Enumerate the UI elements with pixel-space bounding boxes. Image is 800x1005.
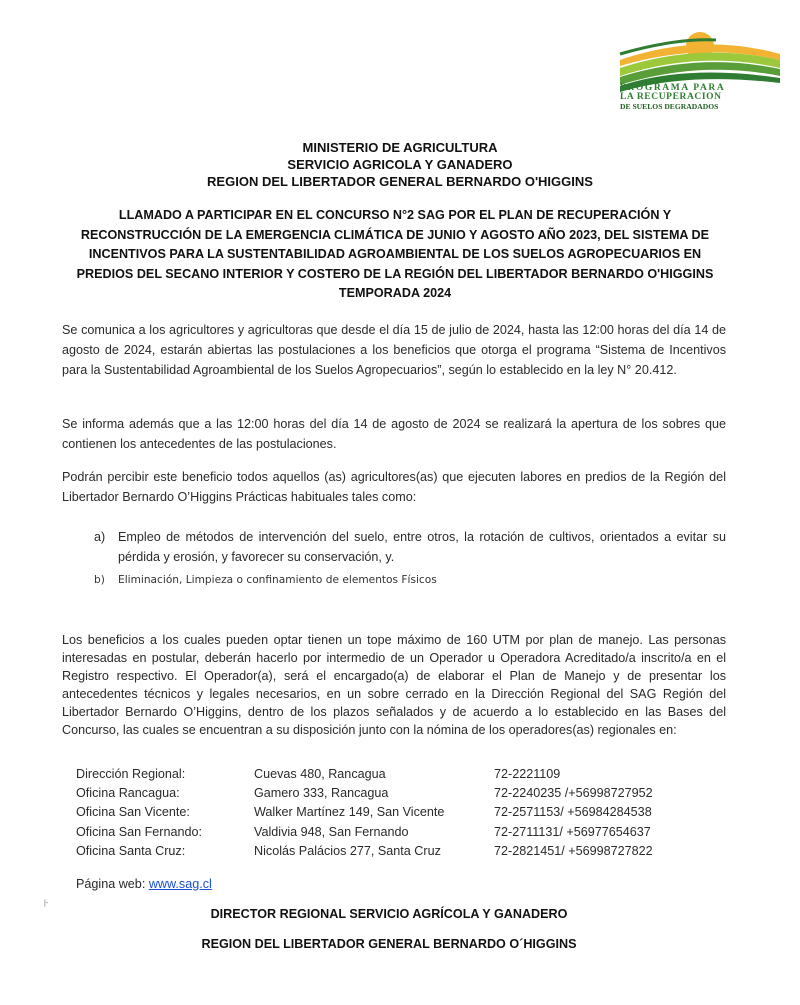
- logo-line-2: LA RECUPERACION: [620, 92, 722, 102]
- document-header: [0, 139, 800, 190]
- contact-address: Gamero 333, Rancagua: [254, 786, 389, 801]
- footer-region: REGION DEL LIBERTADOR GENERAL BERNARDO O´HIGGINS: [201, 937, 577, 951]
- logo-line-1: PROGRAMA PARA: [620, 83, 726, 93]
- contact-phone: 72-2711131/ +56977654637: [494, 824, 651, 839]
- contact-row: [76, 803, 694, 822]
- website-line: [76, 877, 212, 891]
- list-marker: a): [94, 530, 106, 544]
- practices-list: [94, 527, 726, 590]
- contact-row: [76, 784, 694, 803]
- contact-row: [76, 823, 694, 842]
- contact-phone: 72-2821451/ +56998727822: [494, 843, 653, 858]
- paragraph-announcement: Se comunica a los agricultores y agricultoras que desde el día 15 de julio de 2024, hasta las 12:00 horas del día 14 de agosto de 2024, estarán abiertas las postulaciones a los beneficios que otorga el programa “Sistema de Incentivos para la Sustentabilidad Agroambiental de los Suelos Agropecuarios”, según lo establecido en la ley N° 20.412.: [62, 323, 726, 377]
- contacts-table: [76, 765, 694, 861]
- title-line-3: INCENTIVOS PARA LA SUSTENTABILIDAD AGROAMBIENTAL DE LOS SUELOS AGROPECUARIOS EN: [88, 247, 702, 261]
- website-label: Página web:: [76, 877, 149, 891]
- title-line-5: TEMPORADA 2024: [338, 286, 452, 300]
- contact-address: Valdivia 948, San Fernando: [254, 824, 409, 839]
- contact-address: Cuevas 480, Rancagua: [254, 767, 386, 781]
- contact-office: Oficina San Fernando:: [76, 824, 203, 839]
- list-item: [94, 527, 726, 567]
- list-text: Empleo de métodos de intervención del suelo, entre otros, la rotación de cultivos, orientados a evitar su pérdida y erosión, y favorecer su conservación, y.: [118, 530, 726, 564]
- paragraph-opening: Se informa además que a las 12:00 horas del día 14 de agosto de 2024 se realizará la apertura de los sobres que contienen los antecedentes de las postulaciones.: [62, 417, 726, 451]
- contact-office: Oficina Rancagua:: [76, 786, 180, 801]
- paragraph-benefits: Los beneficios a los cuales pueden optar tienen un tope máximo de 160 UTM por plan de manejo. Las personas interesadas en postular, deberán hacerlo por intermedio de un Operador u Operadora Acreditado/a inscrito/a en el Registro respectivo. El Operador(a), será el encargado(a) de elaborar el Plan de Manejo y de presentar los antecedentes técnicos y legales necesarios, en un sobre cerrado en la Dirección Regional del SAG Región del Libertador Bernardo O’Higgins, dentro de los plazos señalados y de acuerdo a lo establecido en las Bases del Concurso, las cuales se encuentran a su disposición junto con la nómina de los operadores(as) regionales en:: [62, 633, 726, 737]
- header-region: REGION DEL LIBERTADOR GENERAL BERNARDO O'HIGGINS: [207, 174, 593, 189]
- contact-row: [76, 765, 694, 784]
- title-line-2: RECONSTRUCCIÓN DE LA EMERGENCIA CLIMÁTICA DE JUNIO Y AGOSTO AÑO 2023, DEL SISTEMA DE: [80, 227, 710, 242]
- document-title: [40, 206, 750, 304]
- contact-row: [76, 842, 694, 861]
- header-service: SERVICIO AGRICOLA Y GANADERO: [287, 157, 513, 172]
- list-marker: b): [94, 574, 105, 586]
- contact-address: Nicolás Palácios 277, Santa Cruz: [254, 843, 441, 858]
- footer-director: DIRECTOR REGIONAL SERVICIO AGRÍCOLA Y GANADERO: [210, 907, 568, 921]
- contact-address: Walker Martínez 149, San Vicente: [254, 805, 445, 820]
- logo-caption: [620, 84, 790, 111]
- contact-phone: 72-2240235 /+56998727952: [494, 786, 653, 801]
- header-ministry: MINISTERIO DE AGRICULTURA: [302, 140, 498, 155]
- contact-phone: 72-2221109: [494, 767, 561, 781]
- contact-office: Oficina Santa Cruz:: [76, 843, 186, 858]
- contact-phone: 72-2571153/ +56984284538: [494, 805, 652, 820]
- title-line-4: PREDIOS DEL SECANO INTERIOR Y COSTERO DE LA REGIÓN DEL LIBERTADOR BERNARDO O'HIGGINS: [76, 266, 714, 281]
- website-link[interactable]: www.sag.cl: [148, 877, 212, 891]
- logo-line-3: DE SUELOS DEGRADADOS: [620, 102, 719, 111]
- contact-office: Dirección Regional:: [76, 767, 186, 781]
- title-line-1: LLAMADO A PARTICIPAR EN EL CONCURSO N°2 SAG POR EL PLAN DE RECUPERACIÓN Y: [118, 208, 672, 222]
- list-item: [94, 570, 726, 590]
- stray-mark: |-: [44, 900, 49, 907]
- list-text: Eliminación, Limpieza o confinamiento de elementos Físicos: [118, 574, 437, 586]
- contact-office: Oficina San Vicente:: [76, 805, 190, 820]
- paragraph-eligibility: Podrán percibir este beneficio todos aquellos (as) agricultores(as) que ejecuten labores en predios de la Región del Libertador Bernardo O’Higgins Prácticas habituales tales como:: [62, 470, 726, 504]
